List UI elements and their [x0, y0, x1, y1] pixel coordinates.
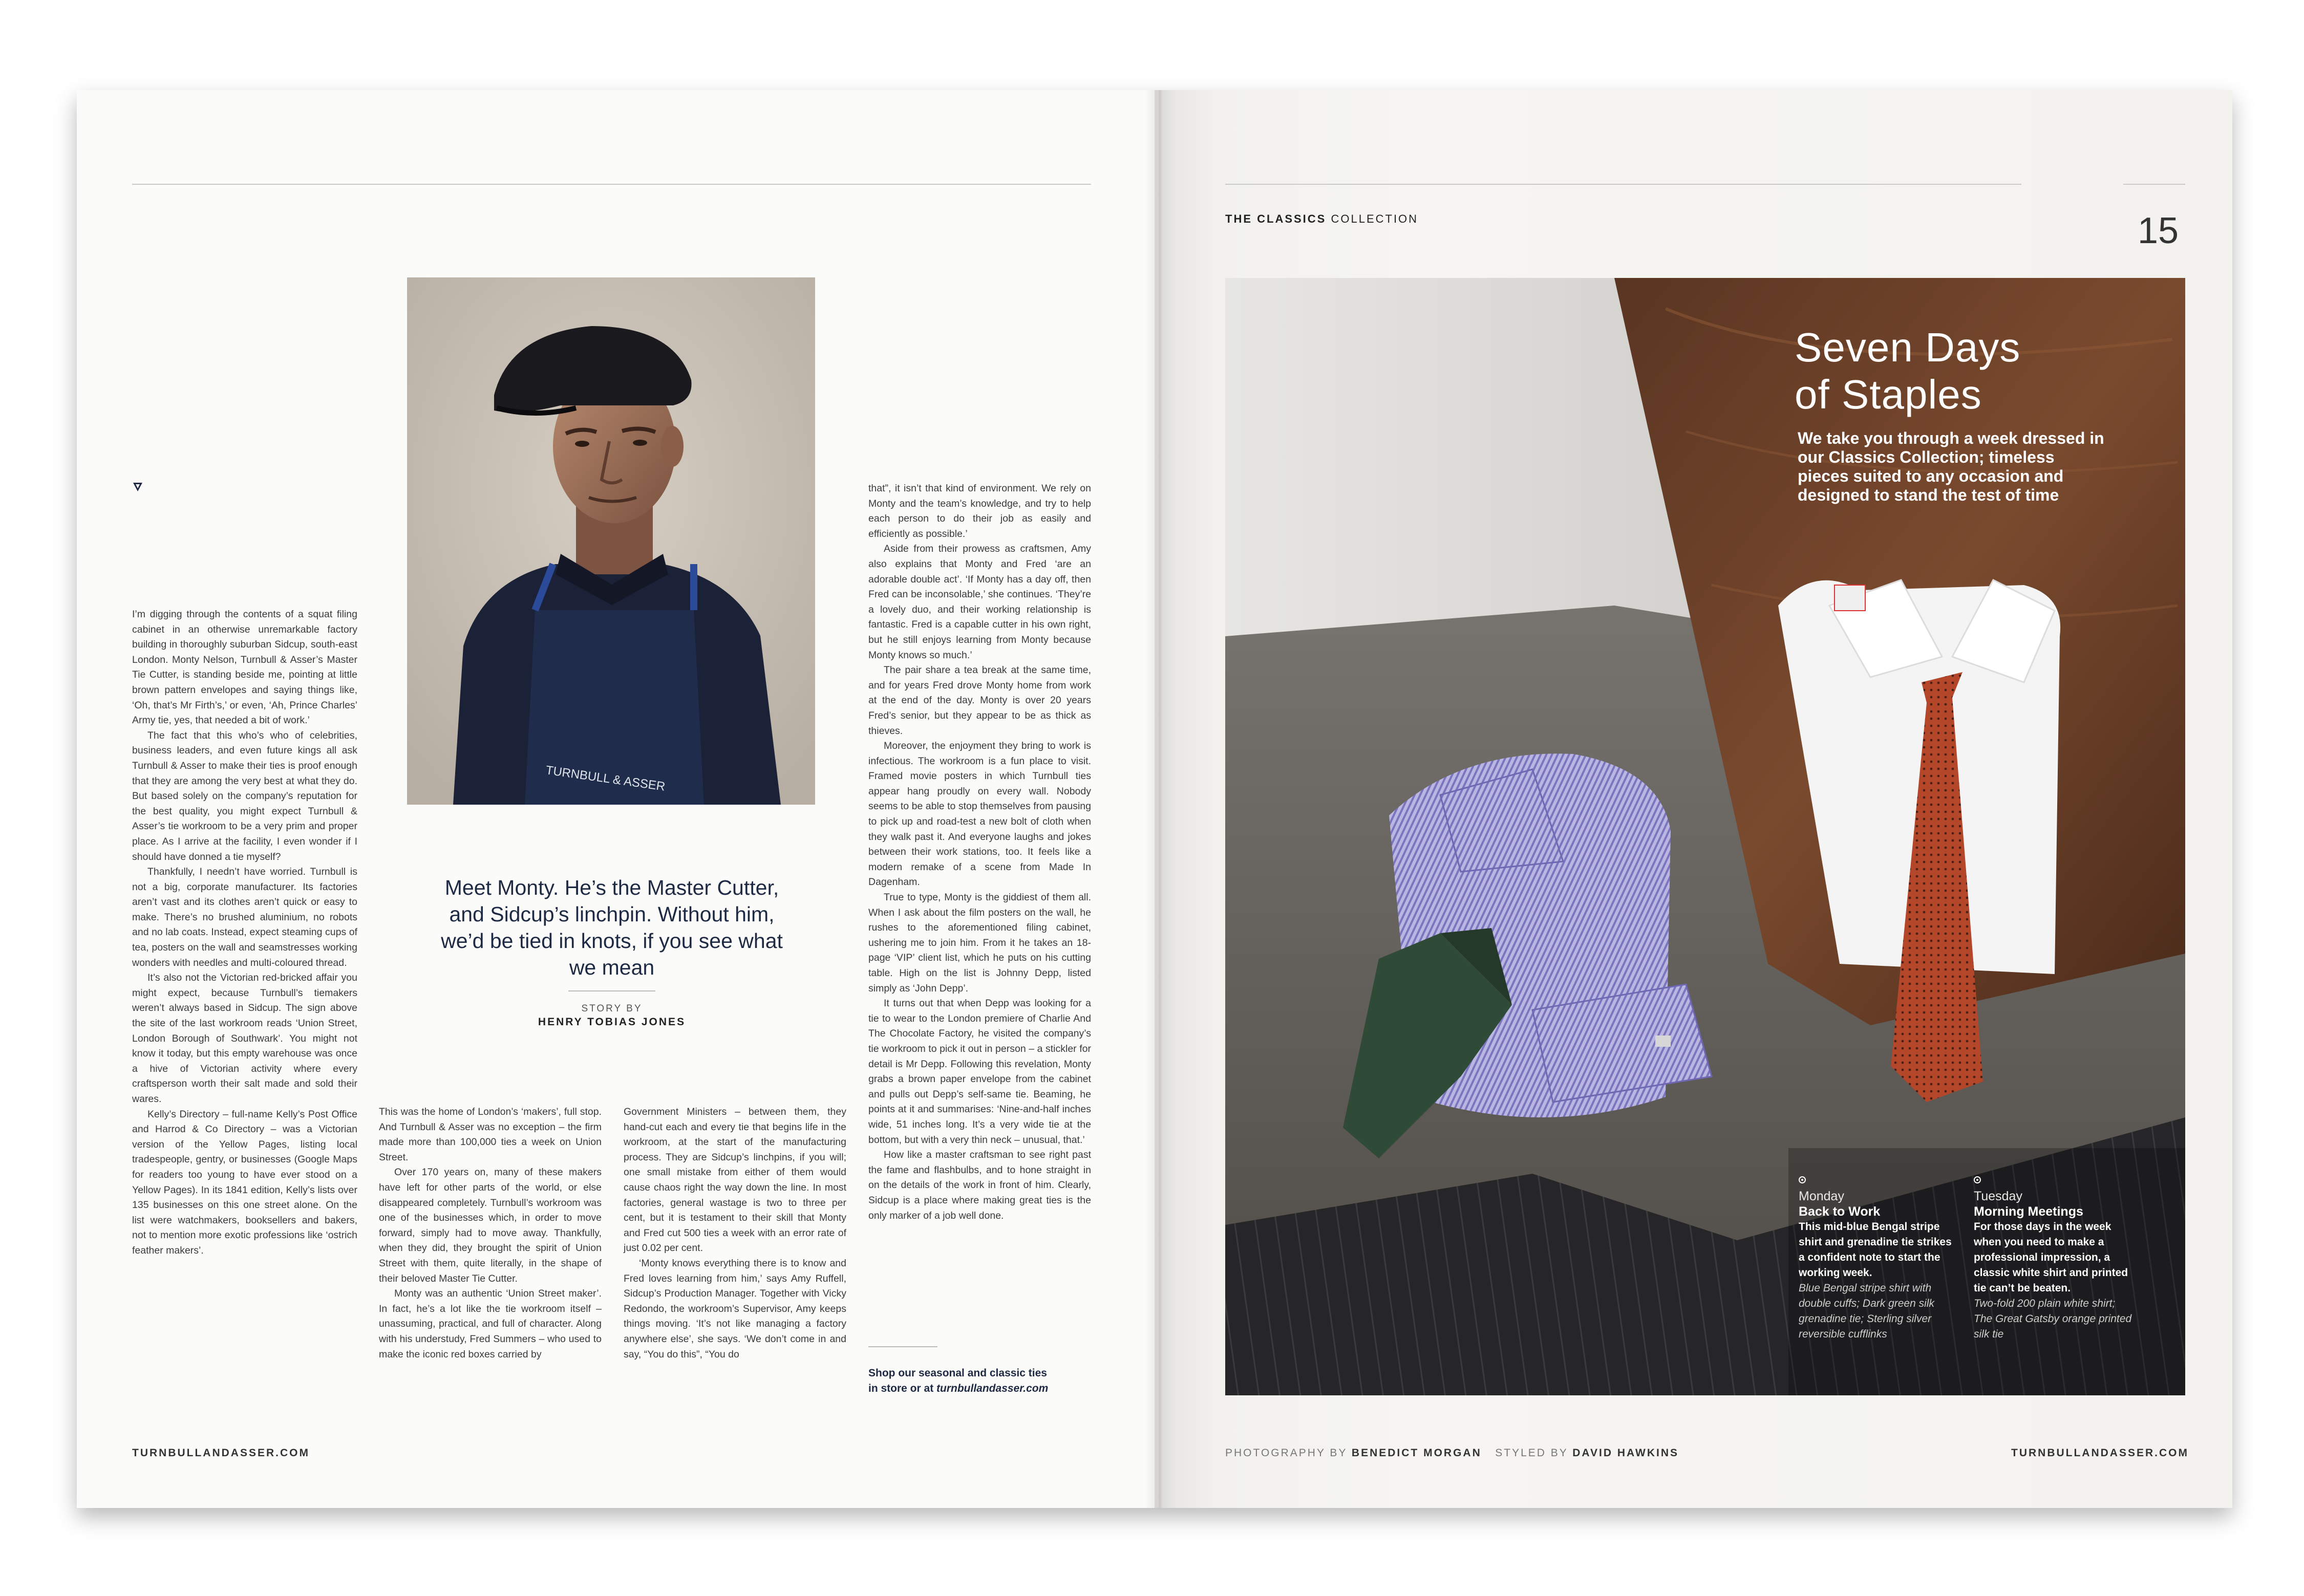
- left-footer-url[interactable]: TURNBULLANDASSER.COM: [132, 1447, 310, 1459]
- feature-title: [1795, 324, 2112, 418]
- shop-note-line1: Shop our seasonal and classic ties: [868, 1367, 1047, 1379]
- shop-note-line2: in store or at turnbullandasser.com: [868, 1383, 1049, 1394]
- photo-credits: [1225, 1447, 1679, 1459]
- monty-portrait-photo: [407, 277, 815, 805]
- paragraph: This was the home of London’s ‘makers’, full stop. And Turnbull & Asser was no exception – the firm made more than 100,000 ties a week on Union Street.: [379, 1106, 602, 1163]
- page-number-rule: [2123, 184, 2185, 185]
- paragraph: It turns out that when Depp was looking for a tie to wear to the London premiere of Charlie And The Chocolate Factory, he visited the company’s tie workroom to pick it out in person – a stickler for detail is Mr Depp. Following this revelation, Monty grabs a brown paper envelope from the cabinet and pulls out Depp’s self-same tie. Beaming, he points at it and summarises: ‘Nine-and-half inches wide, 51 inches long. It’s a very wide tie at the bottom, but with a very thin neck – unusual, that.’: [868, 998, 1091, 1146]
- pull-quote-rule: [568, 990, 655, 991]
- caption-heading: Morning Meetings: [1974, 1204, 2083, 1219]
- article-column-4: [868, 481, 1091, 1341]
- caption-body: For those days in the week when you need to make a professional impression, a classic white shirt and printed tie can’t be beaten.: [1974, 1221, 2128, 1294]
- triangle-icon: [132, 481, 143, 492]
- paragraph: How like a master craftsman to see right past the fame and flashbulbs, and to hone straight in on the details of the work in front of him. Clearly, Sidcup is a place where making great ties is the only marker of a job well done.: [868, 1149, 1091, 1221]
- paragraph: Thankfully, I needn’t have worried. Turnbull is not a big, corporate manufacturer. Its factories aren’t vast and its clothes aren’t quick or easy to make. There’s no brushed aluminium, no robots and no lab coats. Instead, expect steaming cups of tea, posters on the wall and seamstresses working wonders with needles and multi-coloured thread.: [132, 866, 357, 968]
- caption-heading: Back to Work: [1799, 1204, 1881, 1219]
- pull-quote: Meet Monty. He’s the Master Cutter, and Sidcup’s linchpin. Without him, we’d be tied in knots, if you see what we mean: [441, 876, 783, 979]
- title-line-2: of Staples: [1795, 372, 1982, 417]
- paragraph: Kelly’s Directory – full-name Kelly’s Post Office and Harrod & Co Directory – was a Victorian version of the Yellow Pages, listing local tradespeople, gentry, or businesses (Google Maps for readers too young to have ever stood on a Yellow Pages). In its 1841 edition, Kelly’s lists over 135 businesses on this one street alone. On the list were watchmakers, booksellers and bakers, not to mention more exotic professions like ‘ostrich feather makers’.: [132, 1108, 357, 1256]
- paragraph: It’s also not the Victorian red-bricked affair you might expect, because Turnbull’s tiemakers weren’t always based in Sidcup. The sign above the site of the last workroom reads ‘Union Street, London Borough of Southwark’. You might not know it today, but this empty warehouse was once a hive of Victorian activity where every craftsperson worth their salt made and sold their wares.: [132, 972, 357, 1105]
- title-line-1: Seven Days: [1795, 325, 2021, 370]
- paragraph: Over 170 years on, many of these makers have left for other parts of the world, or else disappeared completely. Turnbull’s workroom was one of the businesses which, in order to move forward, simply had to move away. Thankfully, when they did, they brought the spirit of Union Street with them, quite literally, in the shape of their beloved Master Tie Cutter.: [379, 1167, 602, 1284]
- paragraph: Moreover, the enjoyment they bring to work is infectious. The workroom is a fun place to visit. Framed movie posters in which Turnbull ties appear hang proudly on every wall. Nobody seems to be able to stop themselves from pausing to pick up and road-test a new bolt of cloth when they walk past it. And everyone laughs and jokes between their work stations, too. It feels like a modern remake of a scene from Made In Dagenham.: [868, 740, 1091, 888]
- left-header-rule: [132, 184, 1091, 185]
- caption-day: Monday: [1799, 1189, 1844, 1203]
- section-kicker: THE CLASSICS COLLECTION: [1225, 212, 1419, 225]
- story-author: HENRY TOBIAS JONES: [538, 1016, 686, 1028]
- credit-photo-label: PHOTOGRAPHY BY: [1225, 1447, 1352, 1459]
- page-number: 15: [2138, 210, 2179, 251]
- caption-note: Two-fold 200 plain white shirt; The Great Gatsby orange printed silk tie: [1974, 1298, 2132, 1340]
- spine-gutter: [1144, 90, 1175, 1508]
- credit-photo-name: BENEDICT MORGAN: [1351, 1447, 1482, 1459]
- shop-note-rule: [868, 1346, 937, 1347]
- article-column-1: [132, 607, 357, 1406]
- caption-monday: [1799, 1176, 1957, 1342]
- article-column-2: [379, 1105, 602, 1407]
- caption-tuesday: [1974, 1176, 2132, 1342]
- paragraph: True to type, Monty is the giddiest of them all. When I ask about the film posters on the wall, he rushes to the aforementioned filing cabinet, ushering me to join him. From it he takes an 18-page ‘VIP’ client list, which he puts on his cutting table. High on the list is Johnny Depp, listed simply as ‘John Depp’.: [868, 892, 1091, 994]
- paragraph: The fact that this who’s who of celebrities, business leaders, and even future kings all ask Turnbull & Asser to make their ties is proof enough that they are among the very best at what they do. But based solely on the company’s reputation for the best quality, you might expect Turnbull & Asser’s tie workroom to be a very prim and proper place. As I arrive at the facility, I even wonder if I should have donned a tie myself?: [132, 729, 357, 862]
- caption-body: This mid-blue Bengal stripe shirt and grenadine tie strikes a confident note to start the working week.: [1799, 1221, 1952, 1279]
- story-by-label: STORY BY: [581, 1003, 643, 1014]
- bullet-icon: [1799, 1176, 1806, 1183]
- article-column-3: [624, 1105, 846, 1407]
- svg-text:TURNBULL & ASSER: TURNBULL & ASSER: [545, 763, 666, 794]
- shop-link[interactable]: turnbullandasser.com: [936, 1383, 1049, 1394]
- shop-note: [868, 1366, 1104, 1396]
- right-footer-url[interactable]: TURNBULLANDASSER.COM: [2011, 1447, 2189, 1459]
- credit-style-name: DAVID HAWKINS: [1572, 1447, 1679, 1459]
- paragraph: Aside from their prowess as craftsmen, Amy also explains that Monty and Fred ‘are an adorable double act’. ‘If Monty has a day off, then Fred can be inconsolable,’ she continues. ‘They’re a lovely duo, and their working relationship is fantastic. Fred is a capable cutter in his own right, but he still enjoys learning from Monty because Monty knows so much.’: [868, 543, 1091, 661]
- bullet-icon: [1974, 1176, 1981, 1183]
- paragraph: Monty was an authentic ‘Union Street maker’. In fact, he’s a lot like the tie workroom itself – unassuming, practical, and full of character. Along with his understudy, Fred Summers – who used to make the iconic red boxes carried by: [379, 1288, 602, 1360]
- paragraph: Government Ministers – between them, they hand-cut each and every tie that begins life in the workroom, at the start of the manufacturing process. They are Sidcup’s linchpins, if you will; one small mistake from either of them would cause chaos right the way down the line. In most factories, general wastage is two to three per cent, but it is testament to their skill that Monty and Fred cut 500 ties a week with an error rate of just 0.02 per cent.: [624, 1106, 846, 1254]
- paragraph: that”, it isn’t that kind of environment. We rely on Monty and the team’s knowledge, and try to help each person to do their job as easily and efficiently as possible.’: [868, 483, 1091, 540]
- credit-style-label: STYLED BY: [1495, 1447, 1573, 1459]
- caption-day: Tuesday: [1974, 1189, 2022, 1203]
- paragraph: ‘Monty knows everything there is to know and Fred loves learning from him,’ says Amy Ruffell, Sidcup’s Production Manager. Together with Vicky Redondo, the workroom’s Supervisor, Amy keeps things moving. ‘It’s not like managing a factory anywhere else’, she says. ‘We don’t come in and say, “You do this”, “You do: [624, 1257, 846, 1360]
- feature-intro: We take you through a week dressed in our Classics Collection; timeless pieces suited to any occasion and designed to stand the test of time: [1798, 429, 2104, 504]
- classics-collection-photo: [1225, 278, 2185, 1395]
- paragraph: The pair share a tea break at the same time, and for years Fred drove Monty home from work at the end of the day. Monty is over 20 years Fred’s senior, but they appear to be as thick as thieves.: [868, 664, 1091, 737]
- paragraph: I’m digging through the contents of a squat filing cabinet in an otherwise unremarkable factory building in thoroughly suburban Sidcup, south-east London. Monty Nelson, Turnbull & Asser’s Master Tie Cutter, is standing beside me, pointing at little brown pattern envelopes and saying things like, ‘Oh, that’s Mr Firth’s,’ or even, ‘Ah, Prince Charles’ Army tie, yes, that needed a bit of work.’: [132, 609, 357, 726]
- caption-note: Blue Bengal stripe shirt with double cuffs; Dark green silk grenadine tie; Sterling silver reversible cufflinks: [1799, 1282, 1934, 1340]
- right-header-rule: [1225, 184, 2021, 185]
